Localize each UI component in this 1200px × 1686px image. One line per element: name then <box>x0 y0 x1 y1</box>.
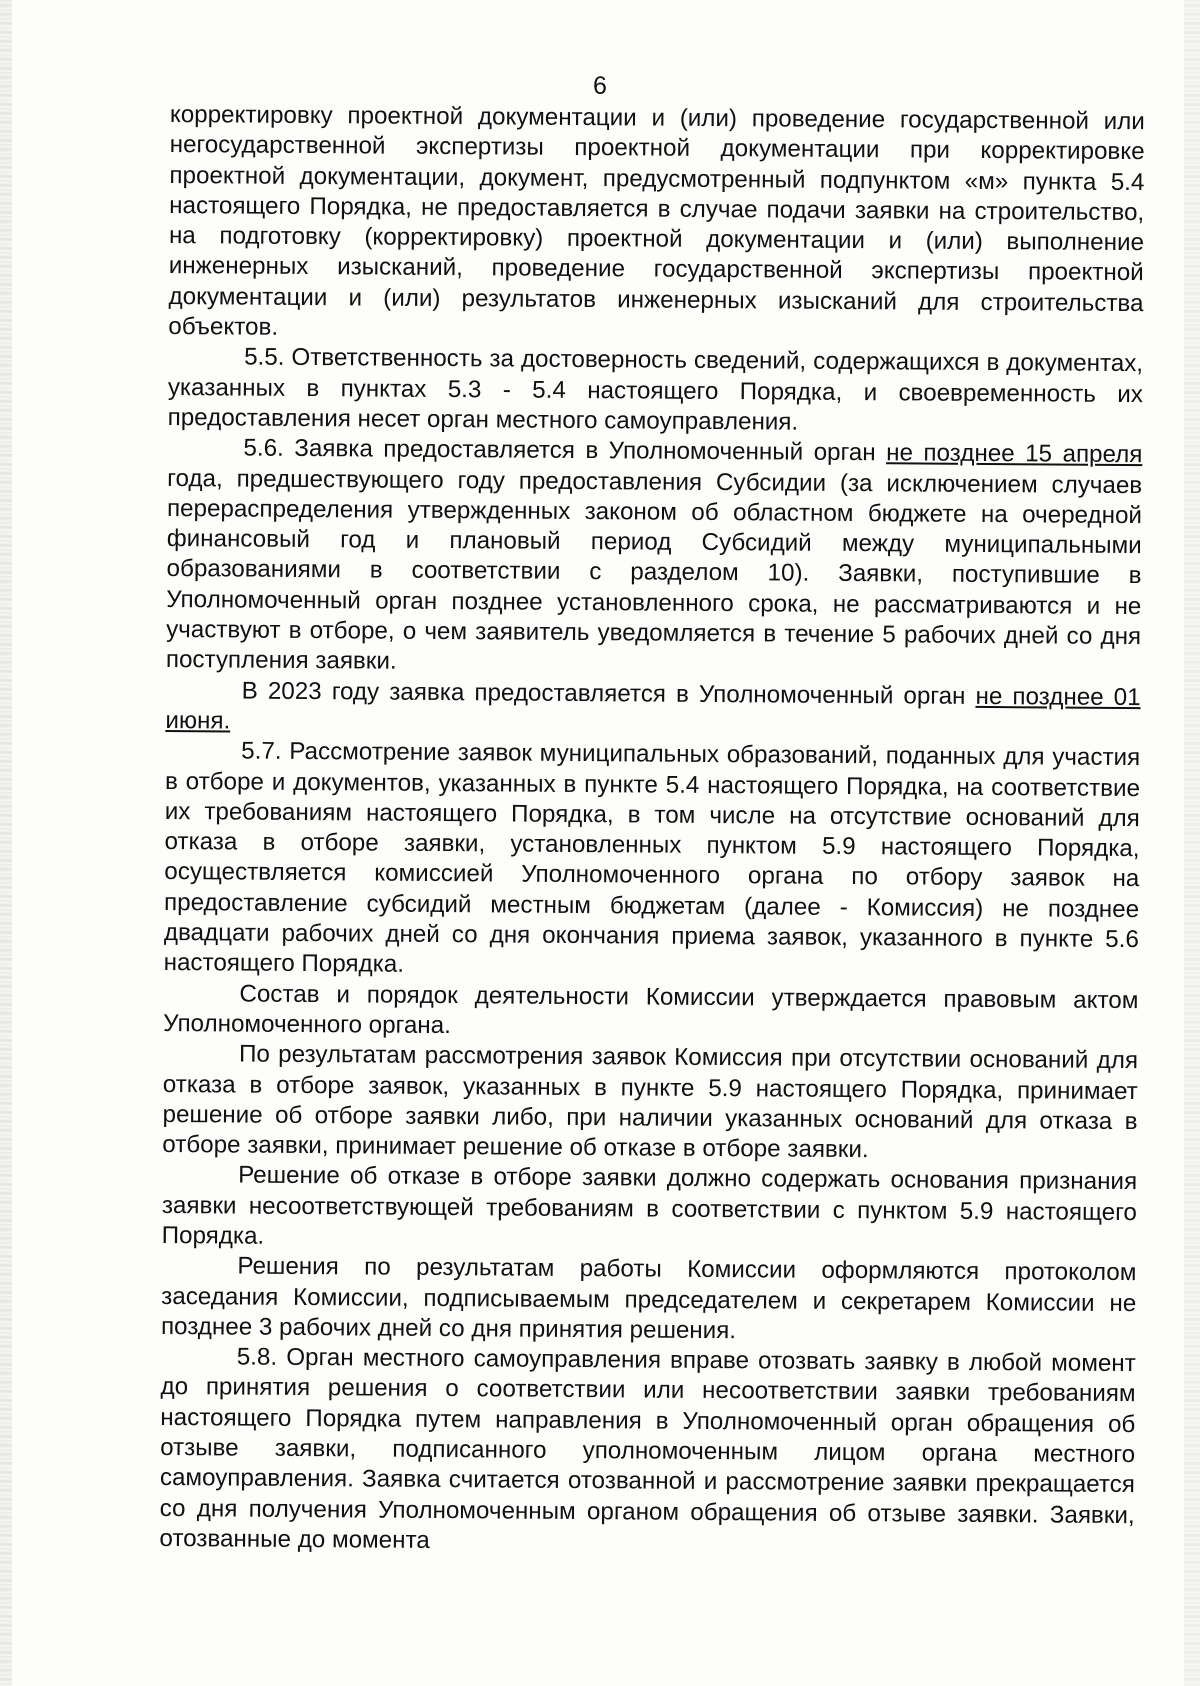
paragraph-text: 5.8. Орган местного самоуправления вправе отозвать заявку в любой момент до принятия решения о соответствии или несоответствии заявки требованиям настоящего Порядка путем направления в Уполномоченный орган обращения об отзыве заявки, подписанного уполномоченным лицом органа местного самоуправления. Заявка считается отозванной и рассмотрение заявки прекращается со дня получения Уполномоченным органом обращения об отзыве заявки. Заявки, отозванные до момента <box>159 1343 1136 1554</box>
scan-edge-left <box>0 0 12 1686</box>
scan-edge-right <box>1184 0 1200 1686</box>
paragraph-p5 <box>163 979 1138 1047</box>
paragraph-p8 <box>161 1251 1137 1349</box>
paragraph-p9 <box>159 1342 1136 1561</box>
paragraph-text: корректировку проектной документации и (или) проведение государственной или негосударственной экспертизы проектной документации при корректировке проектной документации, документ, предусмотренный подпунктом «м» пункта 5.4 настоящего Порядка, не предоставляется в случае подачи заявки на строительство, на подготовку (корректировку) проектной документации и (или) выполнение инженерных изысканий, проведение государственной экспертизы проектной документации и (или) результатов инженерных изысканий для строительства объектов. <box>168 100 1145 341</box>
paragraph-text: Решение об отказе в отборе заявки должно содержать основания признания заявки несоответствующей требованиям в соответствии с пунктом 5.9 настоящего Порядка. <box>161 1161 1138 1250</box>
paragraph-p6 <box>162 1039 1138 1167</box>
paragraph-p0 <box>168 100 1145 350</box>
paragraph-p1 <box>168 342 1144 440</box>
paragraph-text: 5.5. Ответственность за достоверность сведений, содержащихся в документах, указанных в пунктах 5.3 - 5.4 настоящего Порядка, и своевременность их предоставления несет орган местного самоуправления. <box>167 343 1144 436</box>
paragraph-p2 <box>166 433 1143 683</box>
paragraph-text: 5.7. Рассмотрение заявок муниципальных образований, поданных для участия в отборе и документов, указанных в пункте 5.4 настоящего Порядка, на соответствие их требованиям настоящего Порядка, в том числе на отсутствие оснований для отказа в отборе заявки, установленных пунктом 5.9 настоящего Порядка, осуществляется комиссией Уполномоченного органа по отбору заявок на предоставление субсидий местным бюджетам (далее - Комиссия) не позднее двадцати рабочих дней со дня окончания приема заявок, указанного в пункте 5.6 настоящего Порядка. <box>163 737 1141 979</box>
paragraph-p7 <box>162 1160 1138 1258</box>
page-number: 6 <box>593 72 607 100</box>
underlined-text: не позднее 01 июня. <box>165 682 1141 735</box>
paragraph-text: 5.6. Заявка предоставляется в Уполномоченный орган <box>243 434 887 467</box>
paragraph-text: Состав и порядок деятельности Комиссии утверждается правовым актом Уполномоченного органа. <box>163 980 1139 1039</box>
paragraph-text: года, предшествующего году предоставления Субсидии (за исключением случаев перераспределения утвержденных законом об областном бюджете на очередной финансовый год и плановый период Субсидий между муниципальными образованиями в соответствии с разделом 10). Заявки, поступившие в Уполномоченный орган позднее установленного срока, не рассматриваются и не участвуют в отборе, о чем заявитель уведомляется в течение 5 рабочих дней со дня поступления заявки. <box>165 464 1143 676</box>
paragraph-text: В 2023 году заявка предоставляется в Уполномоченный орган <box>241 677 976 710</box>
paragraph-p3 <box>165 676 1140 744</box>
document-body <box>159 100 1145 1561</box>
paragraph-text: По результатам рассмотрения заявок Комиссия при отсутствии оснований для отказа в отборе заявок, указанных в пункте 5.9 настоящего Порядка, принимает решение об отборе заявки либо, при наличии указанных оснований для отказа в отборе заявки, принимает решение об отказе в отборе заявки. <box>162 1040 1139 1164</box>
paragraph-text: Решения по результатам работы Комиссии оформляются протоколом заседания Комиссии, подписываемым председателем и секретарем Комиссии не позднее 3 рабочих дней со дня принятия решения. <box>160 1252 1137 1345</box>
underlined-text: не позднее 15 апреля <box>886 439 1143 469</box>
paragraph-p4 <box>164 736 1141 986</box>
